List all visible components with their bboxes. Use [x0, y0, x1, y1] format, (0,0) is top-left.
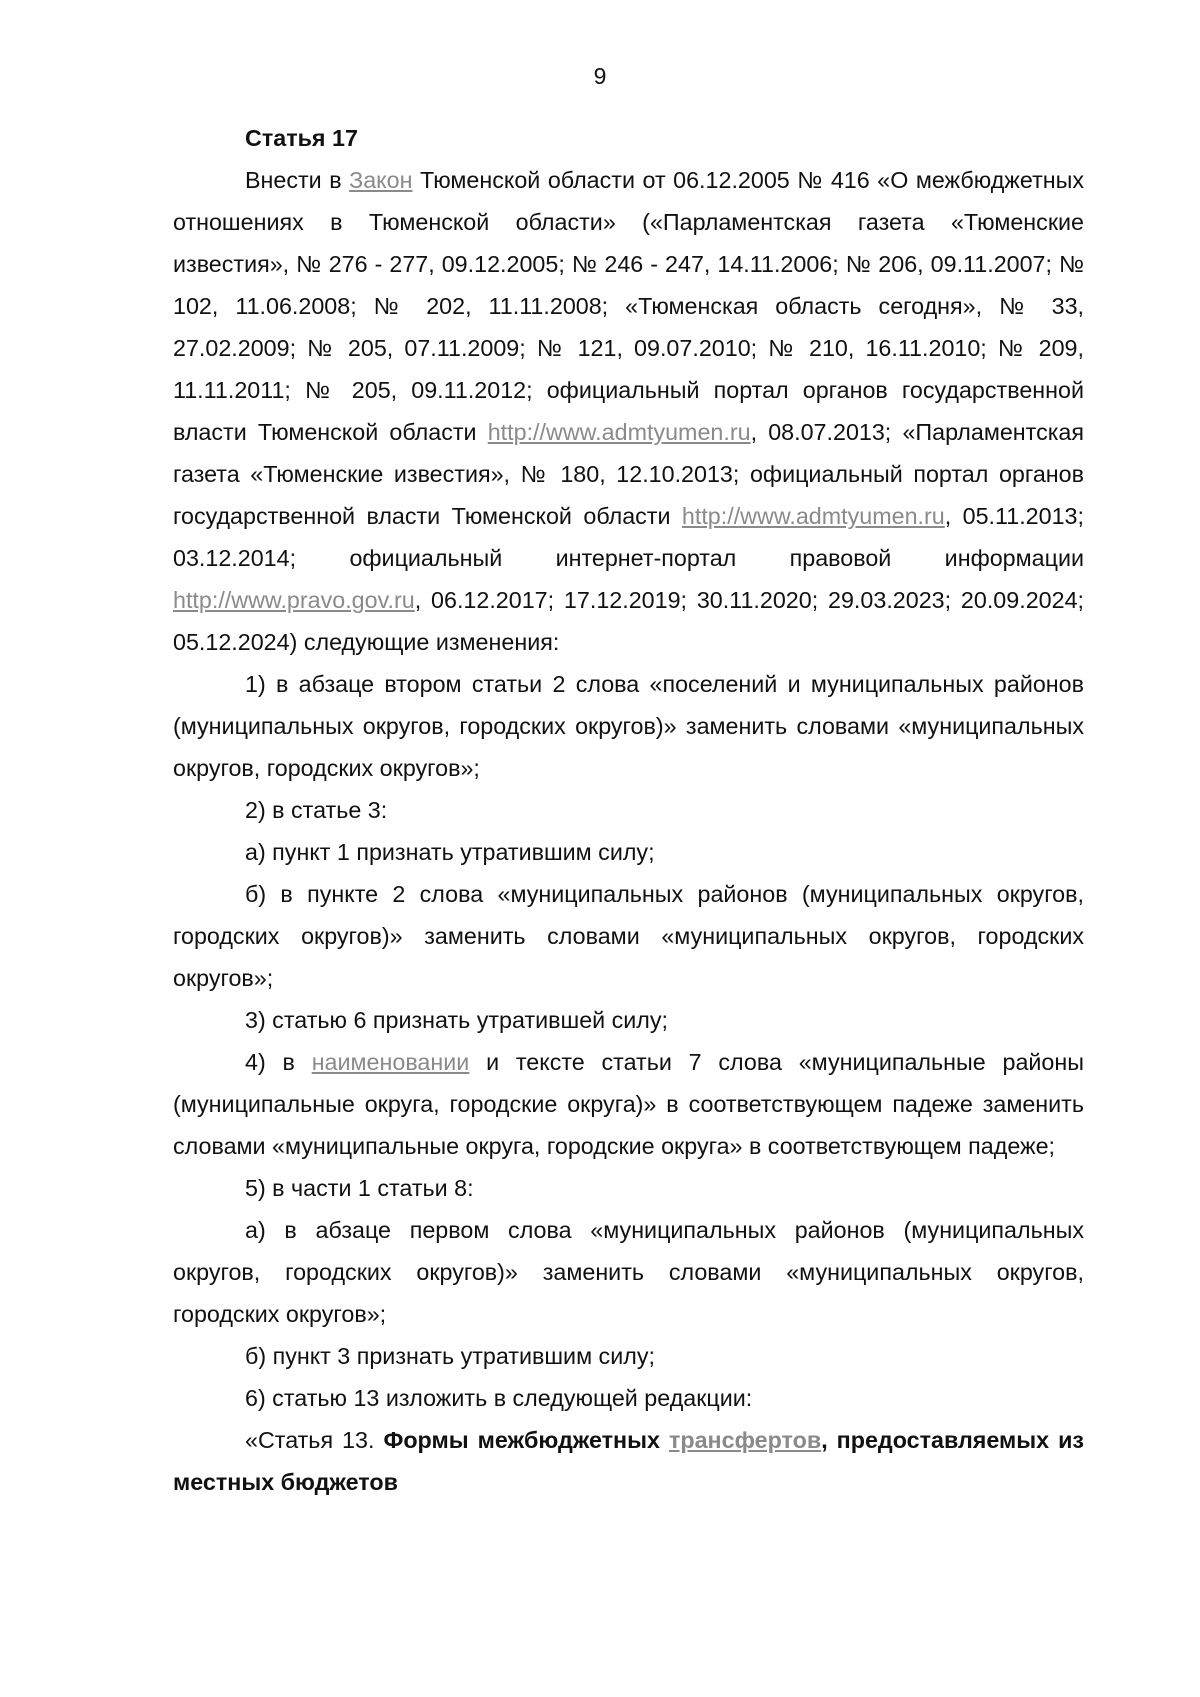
- document-body: [173, 117, 1084, 1503]
- item-5b: б) пункт 3 признать утратившим силу;: [245, 1343, 655, 1369]
- page-number: 9: [593, 63, 607, 89]
- item-5: 5) в части 1 статьи 8:: [245, 1175, 474, 1201]
- item-2: 2) в статье 3:: [245, 797, 388, 823]
- intro-text-1: Внести в: [245, 167, 350, 193]
- item-2b: б) в пункте 2 слова «муниципальных районов (муниципальных округов, городских округов)» заменить словами «муниципальных округов, городских округов»;: [173, 881, 1084, 991]
- item-5a: а) в абзаце первом слова «муниципальных районов (муниципальных округов, городских округов)» заменить словами «муниципальных округов, городских округов»;: [173, 1217, 1084, 1327]
- quote-bold-text-2: , предоставляемых из местных бюджетов: [173, 1427, 1084, 1495]
- quoted-article-heading: [173, 1419, 1084, 1503]
- intro-text-5: , 06.12.2017; 17.12.2019; 30.11.2020; 29.03.2023; 20.09.2024; 05.12.2024) следующие изменения:: [173, 587, 1084, 655]
- pravo-link[interactable]: http://www.pravo.gov.ru: [173, 587, 415, 613]
- article-heading: Статья 17: [245, 125, 358, 151]
- intro-text-2: Тюменской области от 06.12.2005 № 416 «О межбюджетных отношениях в Тюменской области» («Парламентская газета «Тюменские известия», № 276 - 277, 09.12.2005; № 246 - 247, 14.11.2006; № 206, 09.11.2007; № 102, 11.06.2008; № 202, 11.11.2008; «Тюменская область сегодня», № 33, 27.02.2009; № 205, 07.11.2009; № 121, 09.07.2010; № 210, 16.11.2010; № 209, 11.11.2011; № 205, 09.11.2012; официальный портал органов государственной власти Тюменской области: [173, 167, 1085, 445]
- intro-text-4: , 05.11.2013; 03.12.2014; официальный интернет-портал правовой информации: [173, 503, 1084, 571]
- intro-paragraph: [173, 159, 1084, 663]
- item-1: 1) в абзаце втором статьи 2 слова «поселений и муниципальных районов (муниципальных округов, городских округов)» заменить словами «муниципальных округов, городских округов»;: [173, 671, 1084, 781]
- item-3: 3) статью 6 признать утратившей силу;: [245, 1007, 669, 1033]
- quote-bold-text-1: Формы межбюджетных: [383, 1427, 669, 1453]
- item-4-text-1: 4) в: [245, 1049, 312, 1075]
- transfers-link[interactable]: трансфертов: [668, 1427, 822, 1453]
- item-6: 6) статью 13 изложить в следующей редакции:: [245, 1385, 753, 1411]
- law-link[interactable]: Закон: [349, 167, 413, 193]
- admtyumen-link-1[interactable]: http://www.admtyumen.ru: [487, 419, 751, 445]
- item-4-text-2: и тексте статьи 7 слова «муниципальные районы (муниципальные округа, городские округа)» в соответствующем падеже заменить словами «муниципальные округа, городские округа» в соответствующем падеже;: [173, 1049, 1084, 1159]
- intro-text-3: , 08.07.2013; «Парламентская газета «Тюменские известия», № 180, 12.10.2013; официальный портал органов государственной власти Тюменской области: [173, 419, 1084, 529]
- item-4: [173, 1041, 1084, 1167]
- item-2a: а) пункт 1 признать утратившим силу;: [245, 839, 655, 865]
- quote-text-1: «Статья 13.: [245, 1427, 384, 1453]
- naimenovanie-link[interactable]: наименовании: [311, 1049, 470, 1075]
- admtyumen-link-2[interactable]: http://www.admtyumen.ru: [681, 503, 945, 529]
